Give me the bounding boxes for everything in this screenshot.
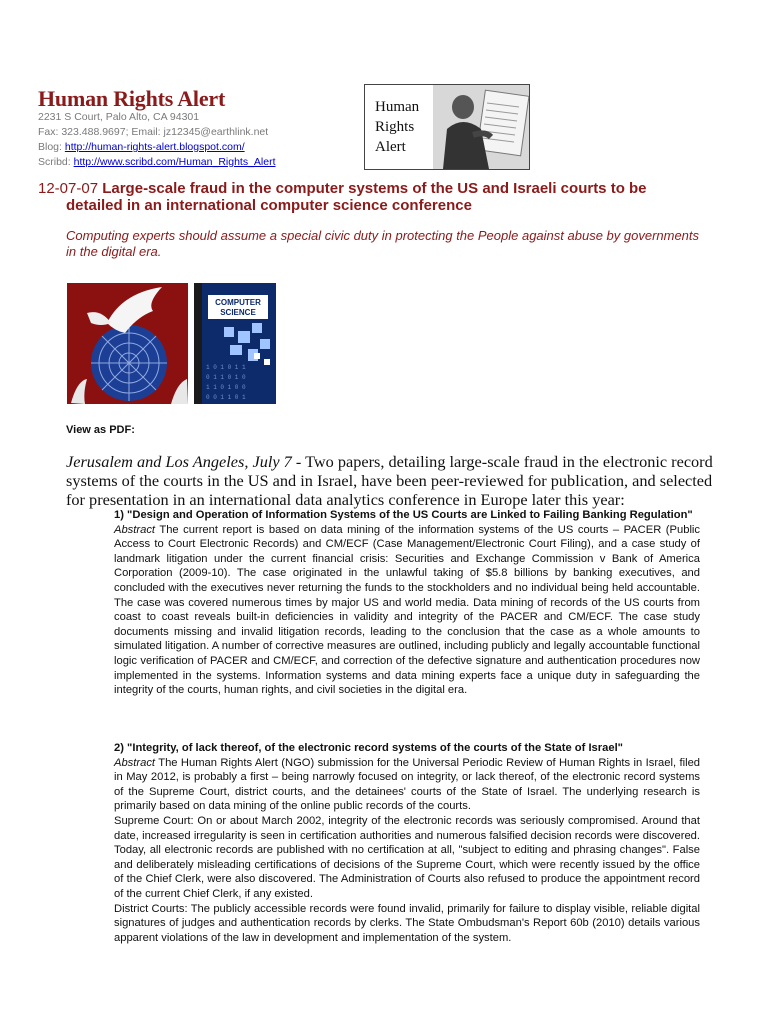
paper-1-abstract-label: Abstract [114, 523, 156, 536]
blog-link[interactable]: http://human-rights-alert.blogspot.com/ [64, 141, 245, 153]
lead-text: Two papers, detailing large-scale fraud in the electronic record systems of the courts in the US and in Israel, have been peer-reviewed for publication, and selected for presentation in an international data analytics conference in Europe later this year: [66, 452, 713, 509]
email-label: Email: [131, 126, 161, 138]
paper-2 [114, 741, 700, 945]
logo-line-1: Human [375, 99, 420, 115]
address: 2231 S Court, Palo Alto, CA 94301 [38, 111, 200, 123]
hra-logo [364, 84, 530, 170]
paper-1-abstract-text: The current report is based on data mining of the information systems of the US courts – PACER (Public Access to Court Electronic Records) and CM/ECF (Case Management/Electronic Court Filing), and a case study of landmark litigation under the current financial crisis: Securities and Exchange Commission v Bank of America Corporation (2009-10). The case originated in the unlawful taking of $5.8 billions by banking executives, and concluded with the executives never returning the funds to the stockholders and no individual being held accountable. The case was covered numerous times by major US and world media. Data mining of records of the US courts from coast to coast reveals built-in deficiencies in validity and integrity of the PACER and CM/ECF. The case study documents missing and invalid litigation records, leading to the conclusion that the case as a whole amounts to simulated litigation. A number of corrective measures are outlined, including publicly and legally accountable functional logic verification of PACER and CM/ECF, and correction of the defective signature and authentication procedures now implemented in the systems. Information systems and data mining experts face a unique duty in safeguarding the integrity of the courts, human rights, and civil societies in the digital era. [114, 523, 701, 697]
svg-text:0 0 1 1 0 1: 0 0 1 1 0 1 [206, 394, 246, 401]
paper-2-abstract-label: Abstract [114, 756, 156, 769]
paper-1 [114, 508, 700, 698]
svg-text:COMPUTER: COMPUTER [215, 298, 261, 307]
fax-number: 323.488.9697; [61, 126, 129, 138]
article-title-line-1: Large-scale fraud in the computer systems of the US and Israeli courts to be [102, 180, 647, 197]
blog-label: Blog: [38, 141, 62, 153]
paper-2-abstract-text: The Human Rights Alert (NGO) submission for the Universal Periodic Review of Human Rights in Israel, filed in May 2012, is probably a first – being narrowly focused on integrity, or lack thereof, of the electronic record systems of the Supreme Court, district courts, and the detainees' courts of the State of Israel. The underlying research is primarily based on data mining of the online public records of the courts. [114, 756, 701, 813]
svg-text:1 1 0 1 0 0: 1 1 0 1 0 0 [206, 384, 246, 391]
logo-photo [433, 85, 529, 169]
svg-text:1 0 1 0 1 1: 1 0 1 0 1 1 [206, 364, 246, 371]
view-as-pdf-label[interactable]: View as PDF: [66, 424, 135, 436]
paper-2-abstract [114, 756, 700, 814]
org-name: Human Rights Alert [38, 86, 226, 111]
headline [38, 180, 728, 214]
logo-line-2: Rights [375, 119, 415, 135]
blog-line [38, 140, 338, 155]
paper-2-heading: 2) "Integrity, of lack thereof, of the electronic record systems of the courts of the State of Israel" [114, 742, 623, 754]
paper-1-abstract [114, 523, 700, 698]
contact-block [38, 110, 338, 170]
article-date: 12-07-07 [38, 180, 99, 197]
logo-line-3: Alert [375, 139, 406, 155]
svg-text:SCIENCE: SCIENCE [220, 308, 256, 317]
lead-dateline: Jerusalem and Los Angeles, July 7 - [66, 452, 302, 471]
article-title-line-2: detailed in an international computer science conference [66, 197, 472, 214]
scribd-link[interactable]: http://www.scribd.com/Human_Rights_Alert [73, 156, 276, 168]
un-dove-emblem-image [67, 283, 188, 404]
paper-2-district-courts: District Courts: The publicly accessible records were found invalid, primarily for failure to display visible, reliable digital signatures of judges and authentication records by clerks. The State Ombudsman's Report 60b (2010) details various apparent violations of the law in development and implementation of the system. [114, 902, 700, 944]
lead-paragraph [66, 452, 716, 509]
fax-label: Fax: [38, 126, 59, 138]
scribd-label: Scribd: [38, 156, 71, 168]
paper-1-heading: 1) "Design and Operation of Information Systems of the US Courts are Linked to Failing Banking Regulation" [114, 509, 693, 521]
logo-text [375, 97, 419, 157]
article-subtitle: Computing experts should assume a special civic duty in protecting the People against abuse by governments in the digital era. [66, 228, 700, 259]
scribd-line [38, 155, 338, 170]
email-address: jz12345@earthlink.net [163, 126, 269, 138]
fax-email-line [38, 125, 338, 140]
svg-text:0 1 1 0 1 0: 0 1 1 0 1 0 [206, 374, 246, 381]
paper-2-supreme-court: Supreme Court: On or about March 2002, integrity of the electronic records was seriously compromised. Around that date, increased irregularity is seen in certification authorities and numerous falsified decision records were discovered. Today, all electronic records are published with no certification at all, "subject to editing and phrasing changes". False and deliberately misleading certifications of decisions of the Supreme Court, which were recently issued by the office of the Chief Clerk, were also discovered. The Administration of Courts also refused to produce the appointment record of the current Chief Clerk, if any existed. [114, 814, 700, 900]
computer-science-book-cover [194, 283, 276, 404]
